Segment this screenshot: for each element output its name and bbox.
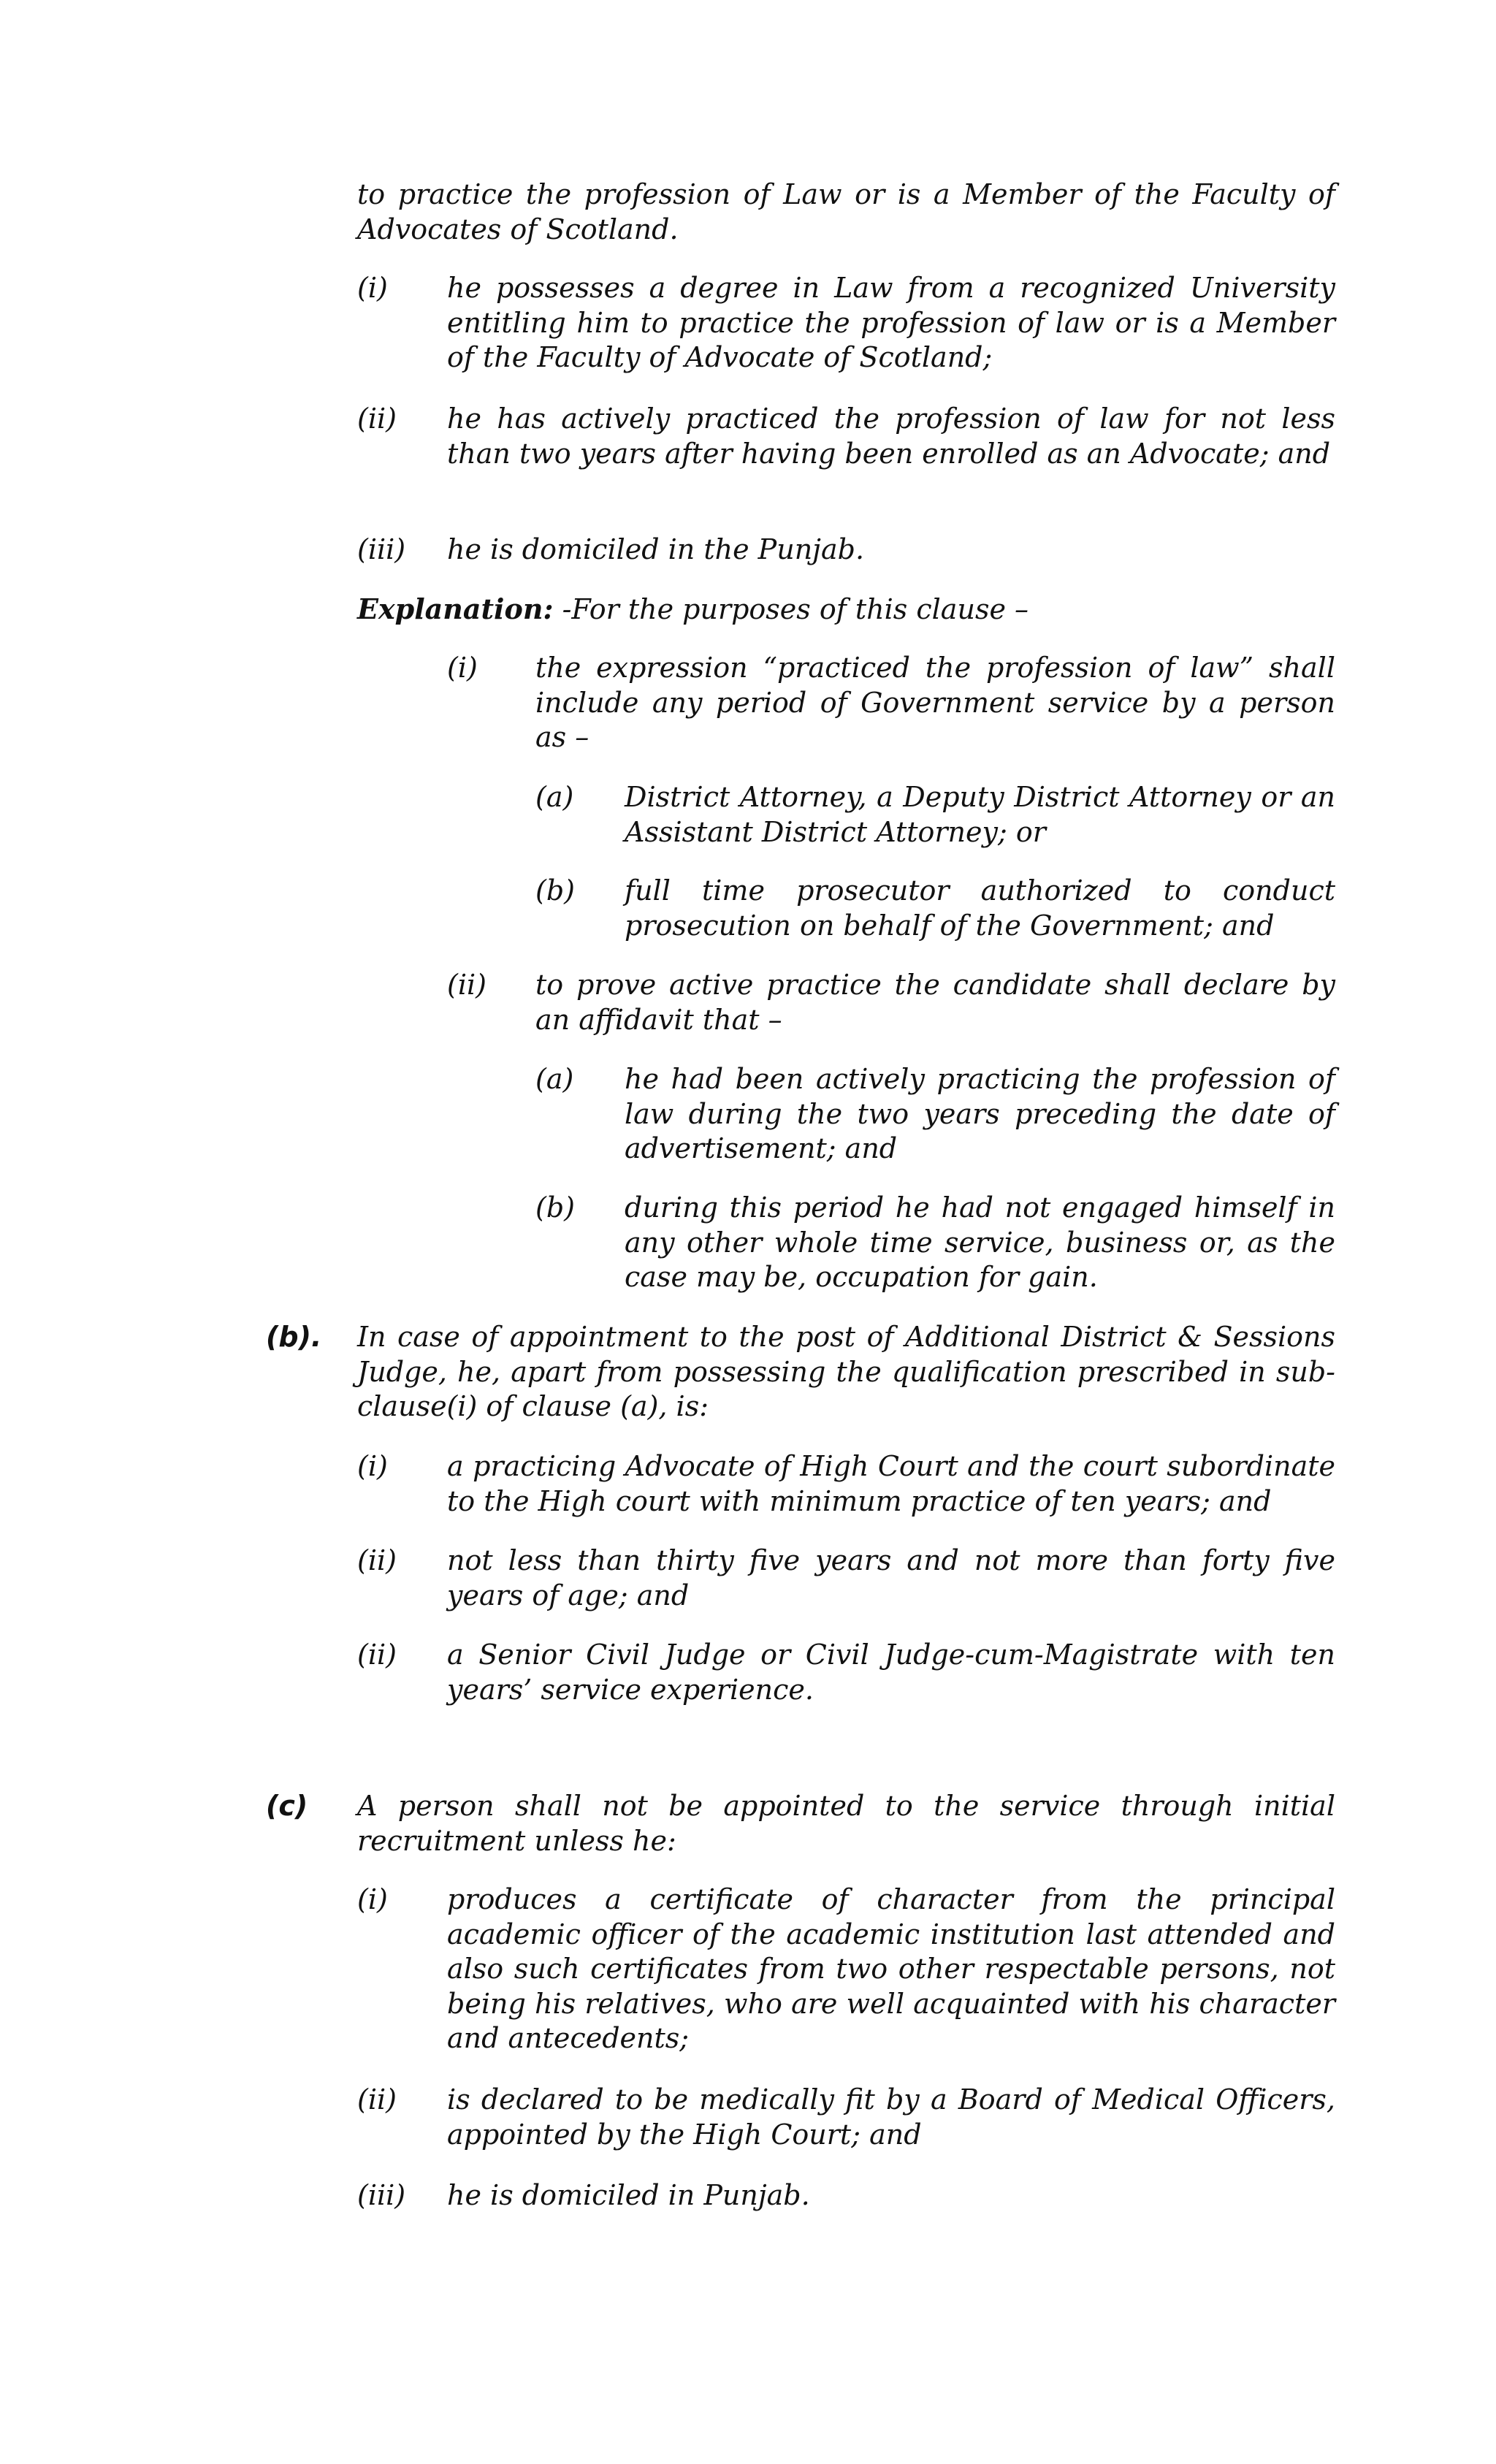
a-item-3-text: he is domiciled in the Punjab. — [447, 533, 865, 565]
expl-item-1-sub-a-label: (a) — [535, 781, 574, 813]
expl-item-2-sub-a-label: (a) — [535, 1063, 574, 1095]
expl-item-2-sub-a-text: he had been actively practicing the profession of law during the two years preceding the date of advertisement; and — [625, 1063, 1335, 1164]
expl-item-2-sub-b-label: (b) — [535, 1191, 575, 1224]
c-item-3-label: (iii) — [357, 2179, 406, 2211]
b-item-3-label: (ii) — [357, 1639, 397, 1671]
clause-c-text: A person shall not be appointed to the service through initial recruitment unless he: — [357, 1790, 1335, 1857]
expl-item-1-label: (i) — [447, 652, 478, 684]
a-item-1-text: he possesses a degree in Law from a recognized University entitling him to practice the profession of law or is a Member of the Faculty of Advocate of Scotland; — [447, 272, 1335, 373]
clause-b-label: (b). — [266, 1321, 322, 1353]
c-item-1-text: produces a certificate of character from the principal academic officer of the academic institution last attended and also such certificates from two other respectable persons, not being his relatives, who are well acquainted with his character and antecedents; — [447, 1883, 1335, 2054]
b-item-2-label: (ii) — [357, 1544, 397, 1576]
b-item-2-text: not less than thirty five years and not more than forty five years of age; and — [447, 1544, 1335, 1611]
expl-item-2-label: (ii) — [447, 969, 486, 1001]
expl-item-1-sub-b-text: full time prosecutor authorized to conduct prosecution on behalf of the Government; and — [625, 874, 1335, 942]
explanation-paragraph — [357, 592, 1335, 628]
clause-b-text: In case of appointment to the post of Additional District & Sessions Judge, he, apart from possessing the qualification prescribed in sub-clause(i) of clause (a), is: — [357, 1321, 1335, 1422]
a-item-3-label: (iii) — [357, 533, 406, 565]
c-item-1-label: (i) — [357, 1883, 388, 1915]
c-item-2-label: (ii) — [357, 2083, 397, 2116]
expl-item-1-text: the expression “practiced the profession of law” shall include any period of Government service by a person as – — [535, 652, 1335, 753]
c-item-3-text: he is domiciled in Punjab. — [447, 2179, 810, 2211]
expl-item-2-text: to prove active practice the candidate shall declare by an affidavit that – — [535, 969, 1335, 1036]
b-item-3-text: a Senior Civil Judge or Civil Judge-cum-Magistrate with ten years’ service experience. — [447, 1639, 1335, 1706]
expl-item-2-sub-b-text: during this period he had not engaged himself in any other whole time service, business or, as the case may be, occupation for gain. — [625, 1191, 1335, 1293]
a-item-2-label: (ii) — [357, 403, 397, 435]
explanation-heading: Explanation: — [357, 592, 554, 625]
expl-item-1-sub-a-text: District Attorney, a Deputy District Attorney or an Assistant District Attorney; or — [625, 781, 1335, 848]
c-item-2-text: is declared to be medically fit by a Board of Medical Officers, appointed by the High Court; and — [447, 2083, 1335, 2151]
b-item-1-text: a practicing Advocate of High Court and the court subordinate to the High court with minimum practice of ten years; and — [447, 1450, 1335, 1517]
b-item-1-label: (i) — [357, 1450, 388, 1482]
intro-paragraph: to practice the profession of Law or is a Member of the Faculty of Advocates of Scotland. — [357, 178, 1335, 245]
clause-c-label: (c) — [266, 1790, 308, 1822]
a-item-1-label: (i) — [357, 272, 388, 304]
a-item-2-text: he has actively practiced the profession of law for not less than two years after having been enrolled as an Advocate; and — [447, 403, 1335, 470]
expl-item-1-sub-b-label: (b) — [535, 874, 575, 907]
explanation-intro: -For the purposes of this clause – — [553, 593, 1029, 625]
